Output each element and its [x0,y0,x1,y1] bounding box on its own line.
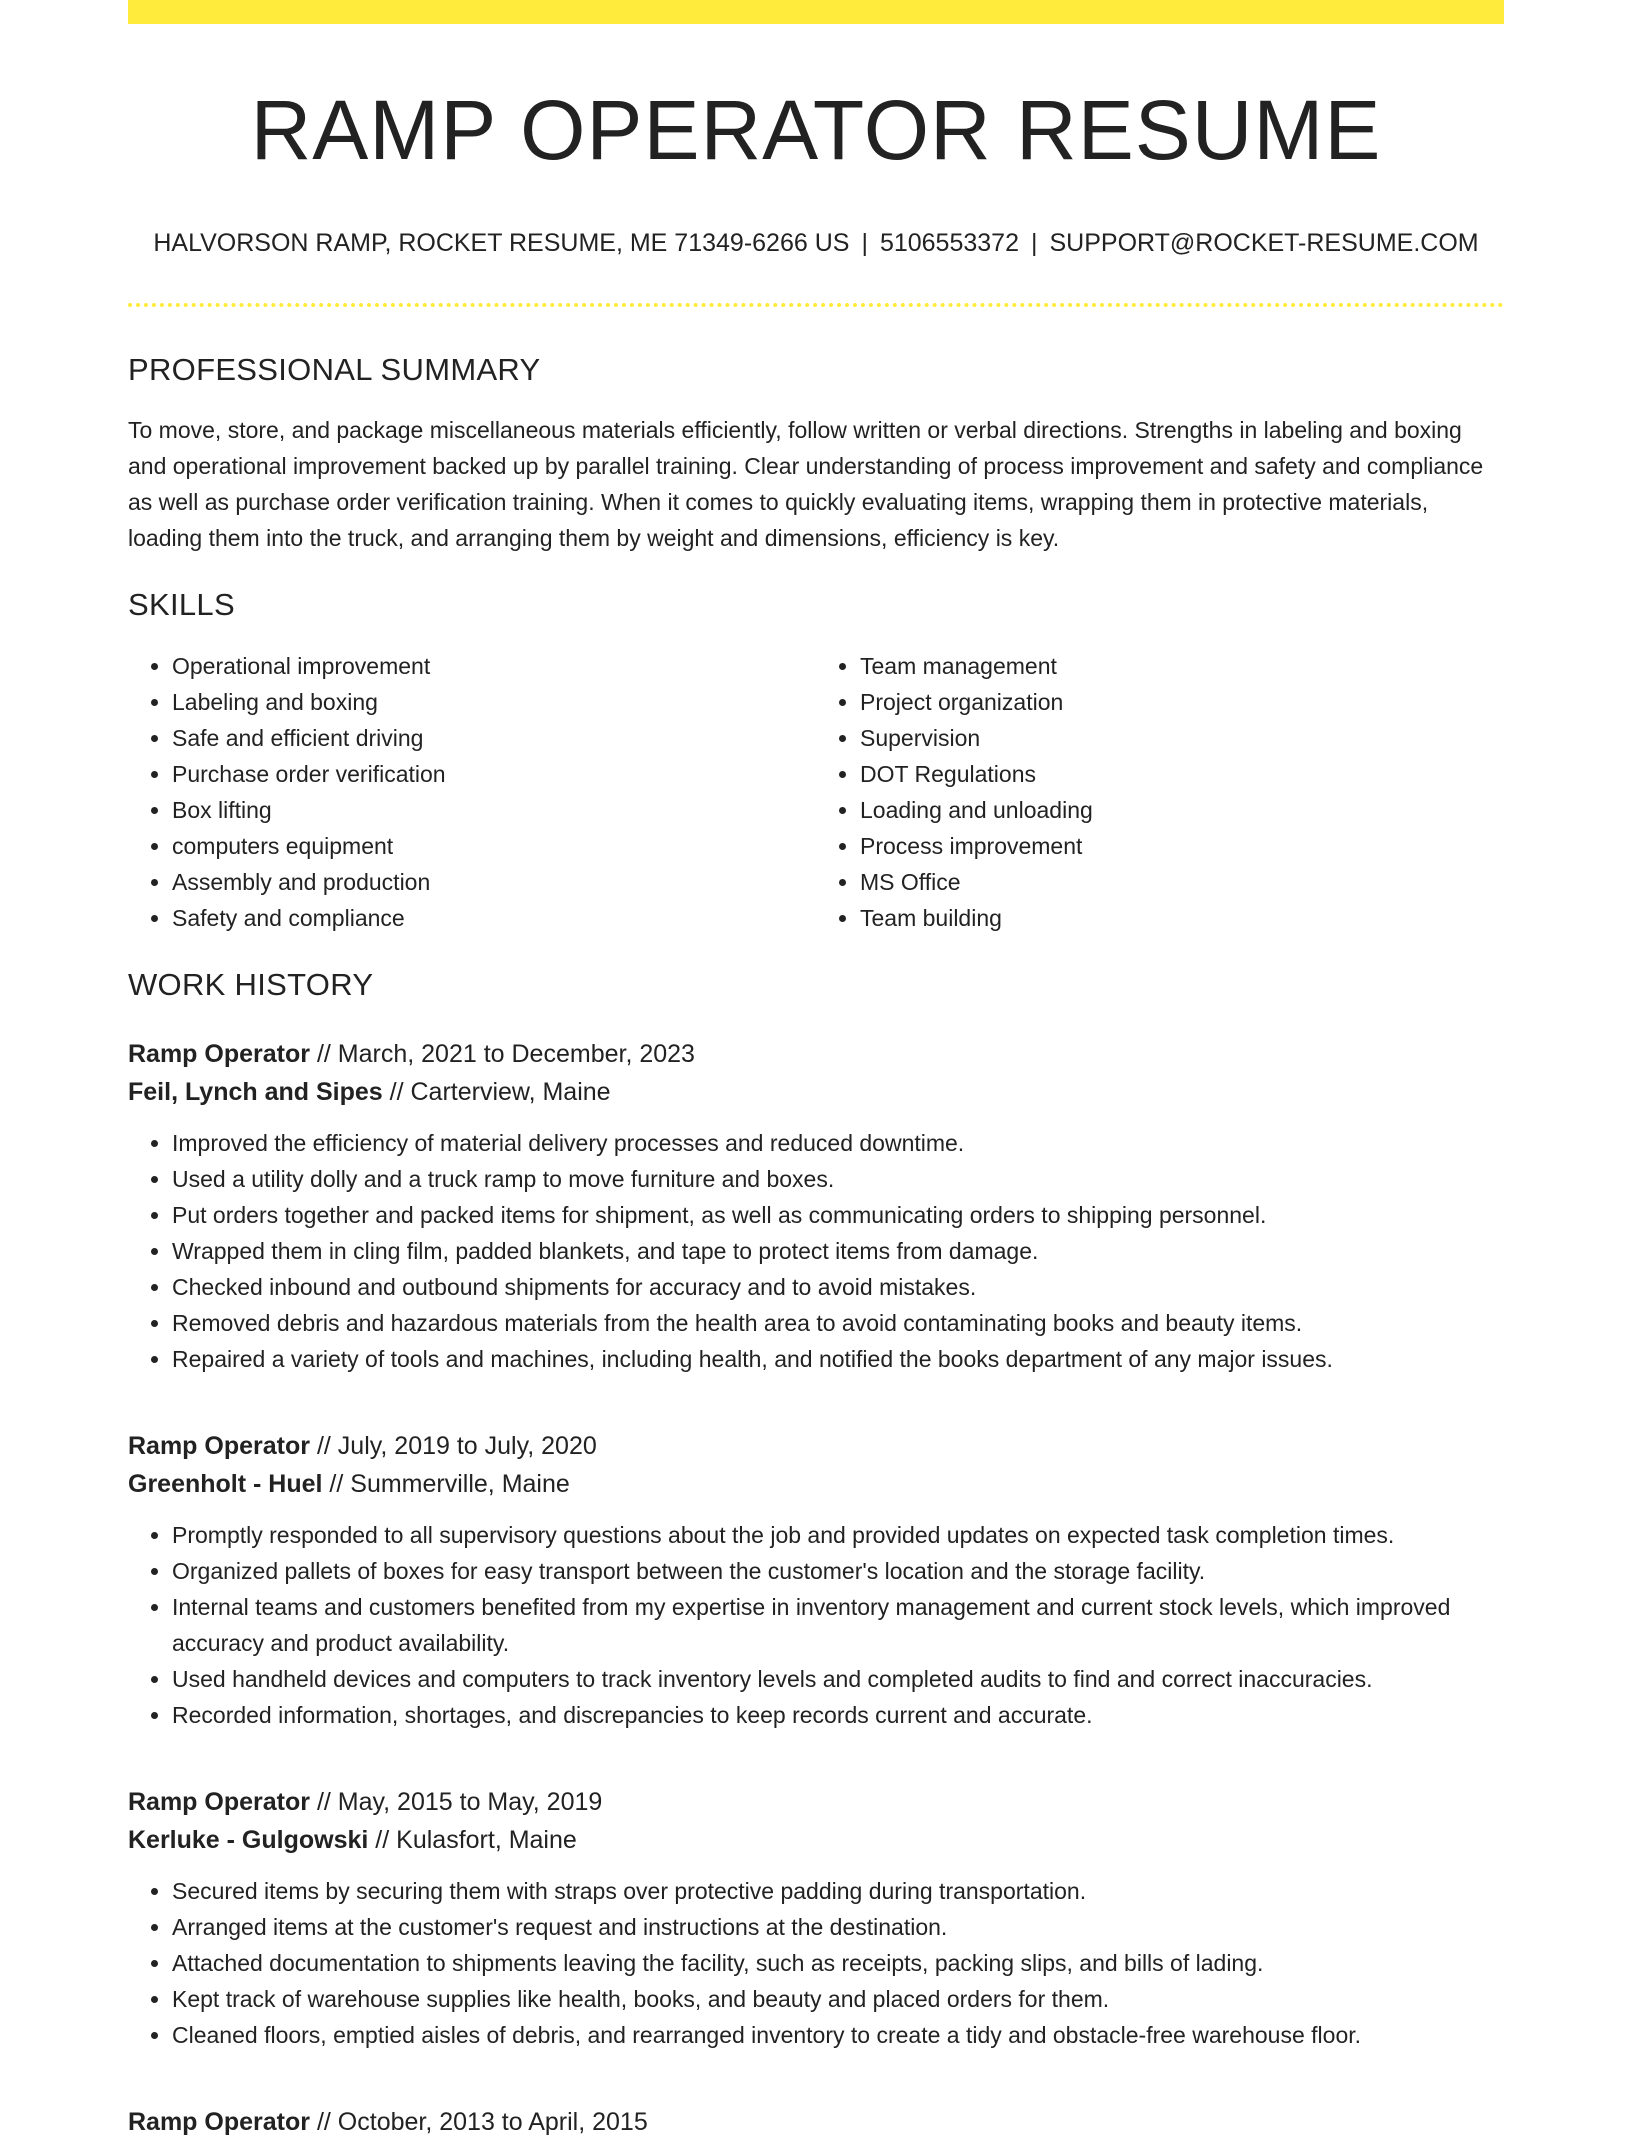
skill-item: • Box lifting [172,792,816,828]
job-dates: May, 2015 to May, 2019 [337,1787,603,1816]
skill-item: • MS Office [860,864,1504,900]
job-company-line [128,1073,1504,1111]
job-company-line [128,1821,1504,1859]
job-dates: October, 2013 to April, 2015 [337,2107,648,2136]
contact-phone: 5106553372 [879,228,1019,257]
work-history-heading: WORK HISTORY [128,966,374,1002]
job-separator: // [316,1431,331,1460]
job-entry [128,1427,1504,1733]
job-role: Ramp Operator [128,1039,310,1068]
job-location: Carterview, Maine [410,1077,611,1106]
contact-address: HALVORSON RAMP, ROCKET RESUME, ME 71349-6266 US [153,228,850,257]
skill-item: • Operational improvement [172,648,816,684]
job-bullets [128,1873,1504,2053]
skill-item: • DOT Regulations [860,756,1504,792]
skills-column-right [816,648,1504,936]
job-separator: // [389,1077,404,1106]
dotted-divider [128,303,1504,307]
job-bullet: • Promptly responded to all supervisory questions about the job and provided updates on expected task completion times. [172,1517,1504,1553]
skill-item: • Supervision [860,720,1504,756]
skill-item: • Loading and unloading [860,792,1504,828]
job-separator: // [329,1469,344,1498]
job-bullet: • Secured items by securing them with straps over protective padding during transportation. [172,1873,1504,1909]
job-bullet: • Recorded information, shortages, and discrepancies to keep records current and accurate. [172,1697,1504,1733]
job-bullets [128,1517,1504,1733]
job-bullet: • Put orders together and packed items for shipment, as well as communicating orders to shipping personnel. [172,1197,1504,1233]
job-role: Ramp Operator [128,1787,310,1816]
skill-item: • Safe and efficient driving [172,720,816,756]
summary-text: To move, store, and package miscellaneous materials efficiently, follow written or verbal directions. Strengths in labeling and boxing and operational improvement backed up by parallel training. Clear understanding of process improvement and safety and compliance as well as purchase order verification training. When it comes to quickly evaluating items, wrapping them in protective materials, loading them into the truck, and arranging them by weight and dimensions, efficiency is key. [128,417,1484,552]
summary-heading: PROFESSIONAL SUMMARY [128,352,541,388]
contact-separator: | [861,228,868,257]
job-company-line [128,1465,1504,1503]
job-company: Feil, Lynch and Sipes [128,1077,383,1106]
job-entry [128,2103,1504,2141]
job-location: Kulasfort, Maine [396,1825,577,1854]
resume-page [128,0,1504,2141]
job-bullets [128,1125,1504,1377]
skill-item: • Team management [860,648,1504,684]
job-role: Ramp Operator [128,2107,310,2136]
job-bullet: • Internal teams and customers benefited from my expertise in inventory management and current stock levels, which improved accuracy and product availability. [172,1589,1504,1661]
skill-item: • Process improvement [860,828,1504,864]
job-role-line [128,1783,1504,1821]
job-role-line [128,2103,1504,2141]
job-dates: March, 2021 to December, 2023 [337,1039,695,1068]
job-bullet: • Arranged items at the customer's request and instructions at the destination. [172,1909,1504,1945]
job-bullet: • Checked inbound and outbound shipments for accuracy and to avoid mistakes. [172,1269,1504,1305]
job-bullet: • Attached documentation to shipments leaving the facility, such as receipts, packing slips, and bills of lading. [172,1945,1504,1981]
skill-item: • computers equipment [172,828,816,864]
skill-item: • Project organization [860,684,1504,720]
skills-list [128,648,1504,936]
job-separator: // [375,1825,390,1854]
skill-item: • Assembly and production [172,864,816,900]
contact-line [128,227,1504,260]
job-role: Ramp Operator [128,1431,310,1460]
job-bullet: • Removed debris and hazardous materials from the health area to avoid contaminating books and beauty items. [172,1305,1504,1341]
resume-title: RAMP OPERATOR RESUME [250,83,1382,177]
skills-column-left [128,648,816,936]
job-location: Summerville, Maine [350,1469,570,1498]
job-bullet: • Used a utility dolly and a truck ramp to move furniture and boxes. [172,1161,1504,1197]
job-entry [128,1783,1504,2053]
job-separator: // [316,1039,331,1068]
top-accent-bar [128,0,1504,24]
job-bullet: • Repaired a variety of tools and machines, including health, and notified the books department of any major issues. [172,1341,1504,1377]
job-bullet: • Kept track of warehouse supplies like health, books, and beauty and placed orders for them. [172,1981,1504,2017]
job-company: Kerluke - Gulgowski [128,1825,369,1854]
contact-separator: | [1030,228,1038,257]
skill-item: • Safety and compliance [172,900,816,936]
job-dates: July, 2019 to July, 2020 [337,1431,597,1460]
job-entry [128,1035,1504,1377]
job-bullet: • Wrapped them in cling film, padded blankets, and tape to protect items from damage. [172,1233,1504,1269]
skills-heading: SKILLS [128,587,235,623]
job-separator: // [316,2107,331,2136]
job-bullet: • Cleaned floors, emptied aisles of debris, and rearranged inventory to create a tidy and obstacle-free warehouse floor. [172,2017,1504,2053]
job-company: Greenholt - Huel [128,1469,323,1498]
skill-item: • Purchase order verification [172,756,816,792]
contact-email: SUPPORT@ROCKET-RESUME.COM [1049,228,1479,257]
skill-item: • Team building [860,900,1504,936]
job-bullet: • Organized pallets of boxes for easy transport between the customer's location and the storage facility. [172,1553,1504,1589]
job-role-line [128,1035,1504,1073]
skill-item: • Labeling and boxing [172,684,816,720]
job-role-line [128,1427,1504,1465]
job-bullet: • Improved the efficiency of material delivery processes and reduced downtime. [172,1125,1504,1161]
job-separator: // [316,1787,331,1816]
job-bullet: • Used handheld devices and computers to track inventory levels and completed audits to find and correct inaccuracies. [172,1661,1504,1697]
